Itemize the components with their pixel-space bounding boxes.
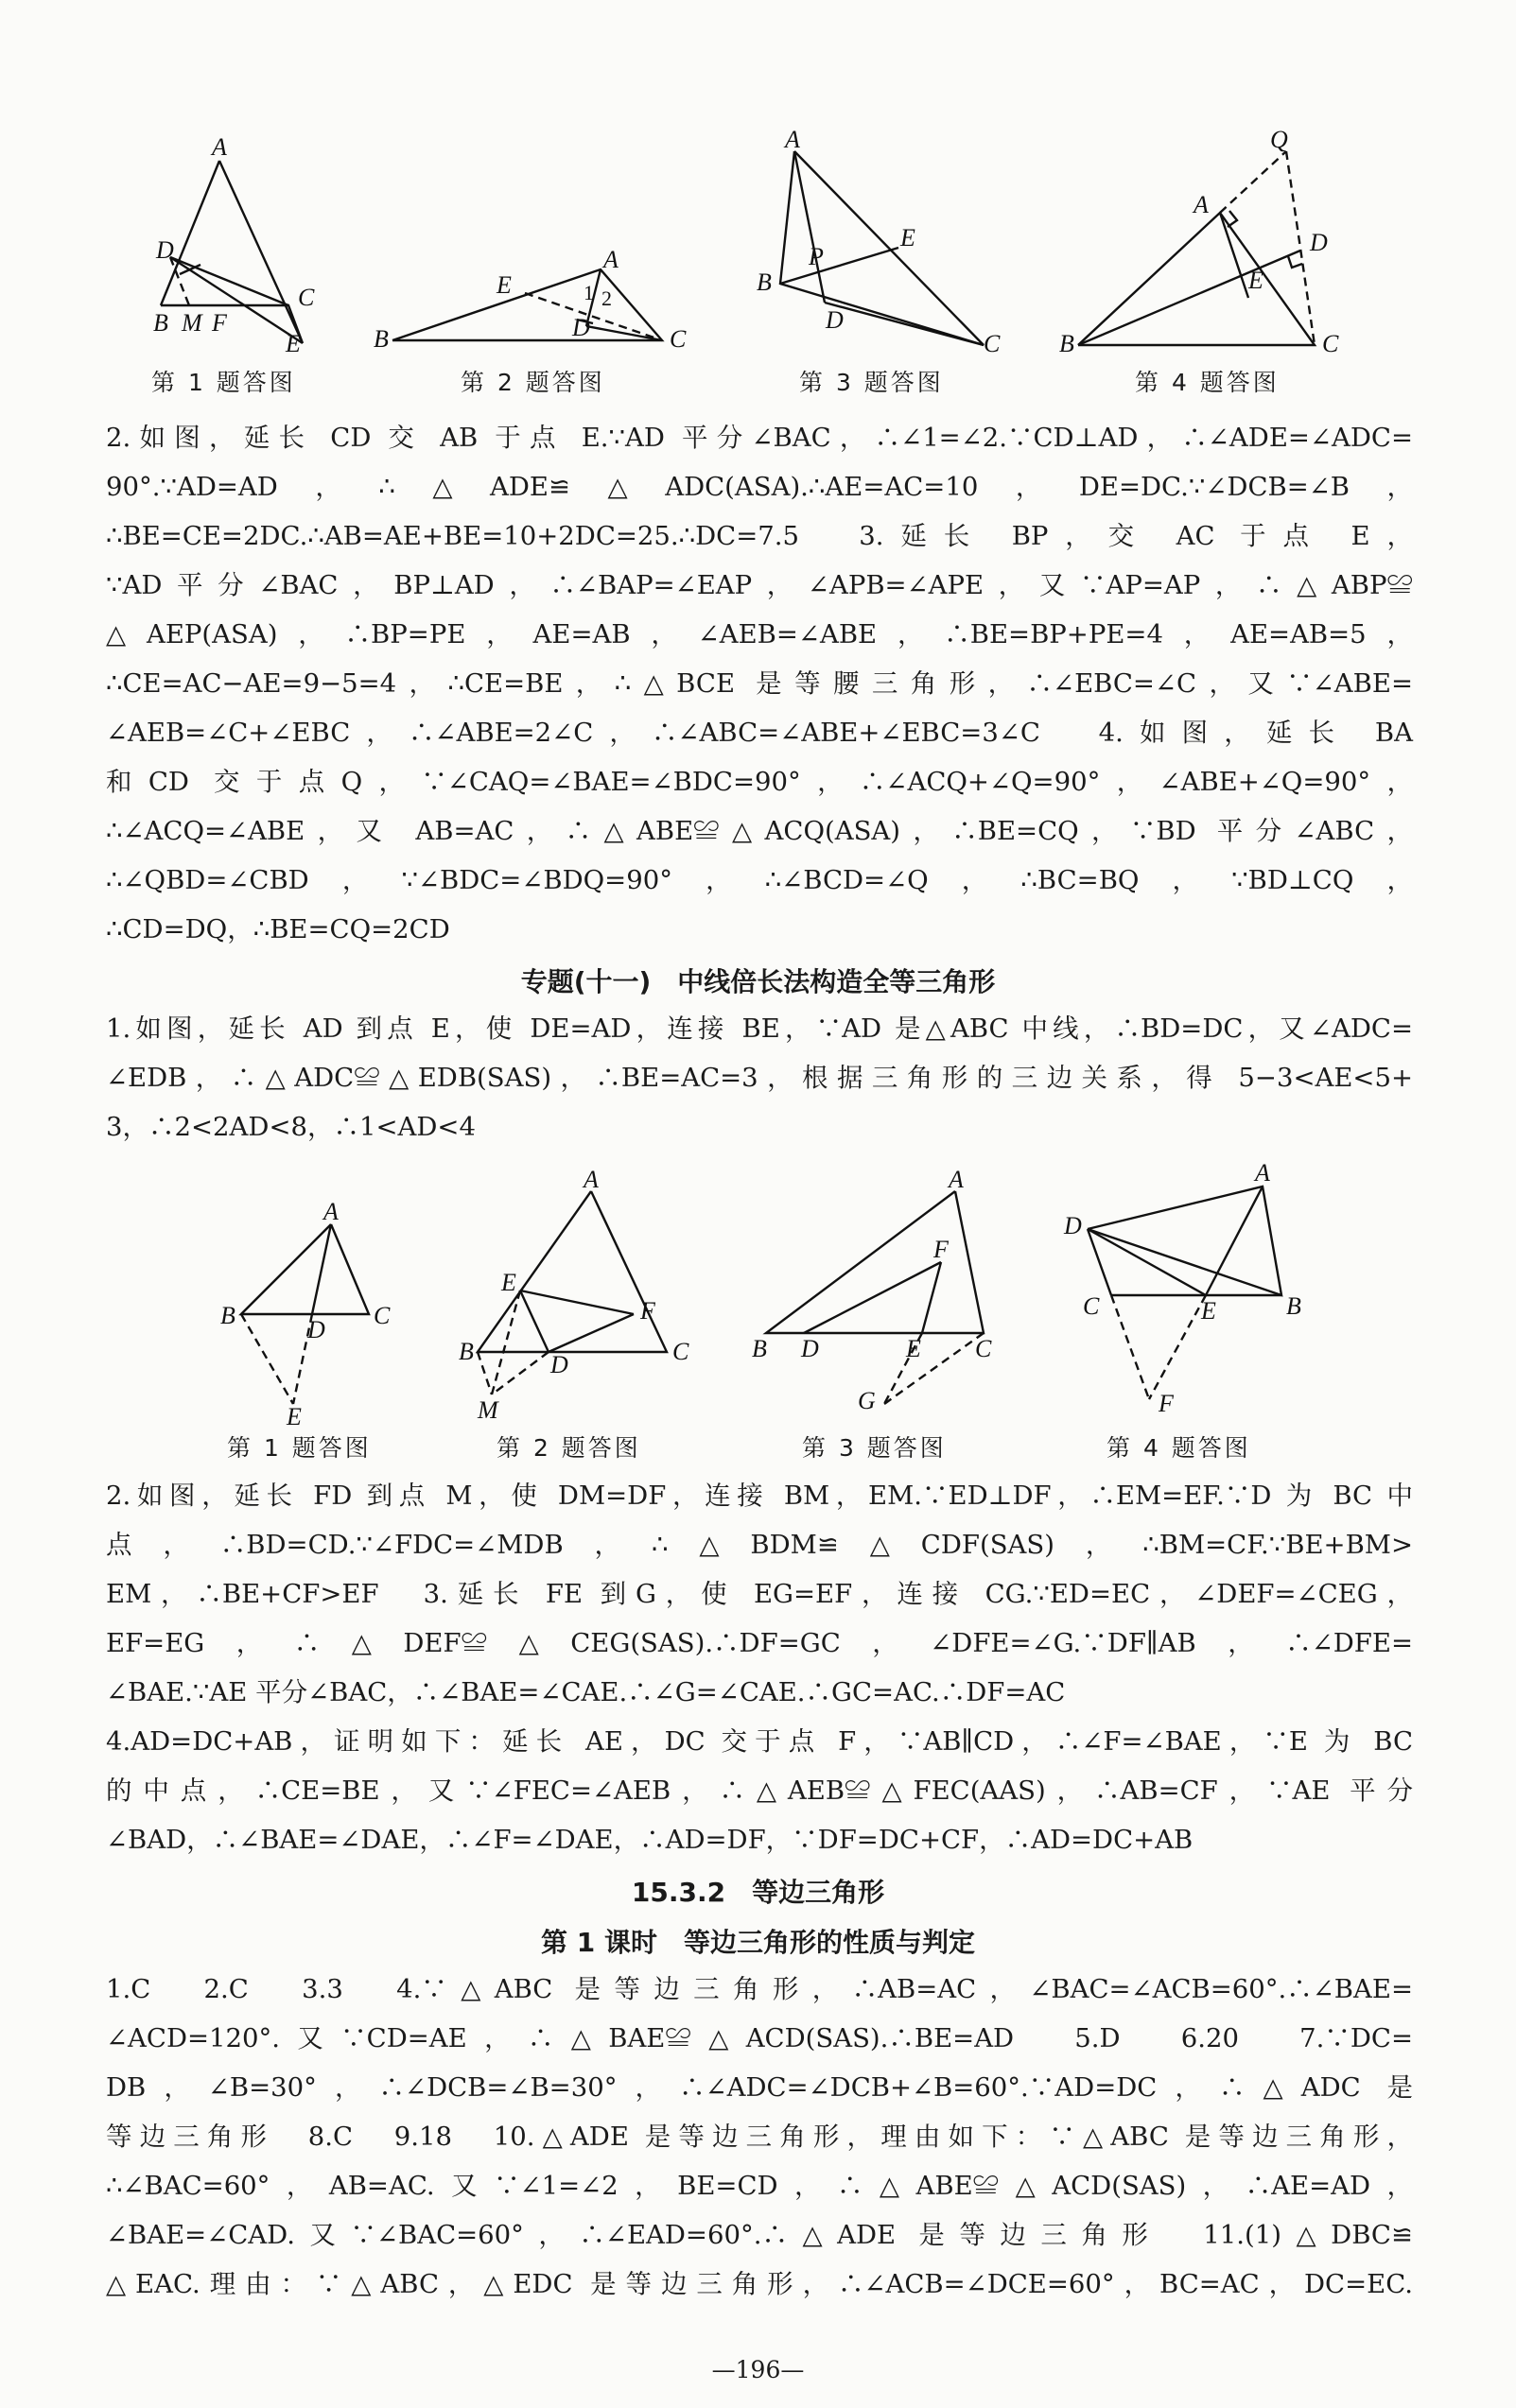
text-line: 2.如图，延长 CD 交 AB 于点 E.∵AD 平分∠BAC，∴∠1=∠2.∵CD⊥AD，∴∠ADE=∠ADC= xyxy=(106,423,1413,453)
figure-4-top xyxy=(1050,126,1381,359)
text-line: ∠BAE.∵AE 平分∠BAC，∴∠BAE=∠CAE.∴∠G=∠CAE.∴GC=AC.∴DF=AC xyxy=(106,1677,1066,1707)
text-line: 和CD 交于点Q，∵∠CAQ=∠BAE=∠BDC=90°，∴∠ACQ+∠Q=90°，∠ABE+∠Q=90°， xyxy=(106,767,1413,797)
svg-text:B: B xyxy=(757,269,772,296)
figure-1-mid xyxy=(213,1198,421,1430)
svg-text:A: A xyxy=(785,126,800,153)
svg-text:E: E xyxy=(906,1335,921,1362)
section-heading-2: 15.3.2 等边三角形 xyxy=(631,1877,885,1908)
text-line: ∠ACD=120°.又∵CD=AE，∴△BAE≌△ACD(SAS).∴BE=AD 5.D 6.20 7.∵DC= xyxy=(106,2023,1413,2053)
figure-2-mid xyxy=(459,1166,705,1428)
svg-text:A: A xyxy=(949,1166,964,1193)
text-line: 90°.∵AD=AD，∴△ADE≌△ADC(ASA).∴AE=AC=10，DE=DC.∵∠DCB=∠B， xyxy=(106,472,1413,502)
figure-2-top xyxy=(374,241,705,364)
text-line: 1.C 2.C 3.3 4.∵△ABC 是等边三角形，∴AB=AC，∠BAC=∠ACB=60°.∴∠BAE= xyxy=(106,1974,1413,2004)
svg-text:C: C xyxy=(1322,330,1339,357)
svg-text:C: C xyxy=(374,1302,391,1329)
text-line: 1.如图，延长 AD 到点 E，使 DE=AD，连接 BE，∵AD 是△ABC 中线，∴BD=DC，又∠ADC= xyxy=(106,1013,1413,1044)
svg-text:E: E xyxy=(900,224,915,251)
svg-text:F: F xyxy=(1159,1390,1174,1417)
caption-fig3-top: 第 3 题答图 xyxy=(799,369,944,396)
text-line: EF=EG，∴△DEF≌△CEG(SAS).∴DF=GC，∠DFE=∠G.∵DF∥AB，∴∠DFE= xyxy=(106,1628,1413,1658)
caption-fig1-top: 第 1 题答图 xyxy=(151,369,296,396)
svg-text:D: D xyxy=(826,306,844,334)
svg-text:C: C xyxy=(672,1338,689,1365)
svg-text:B: B xyxy=(459,1338,474,1365)
text-line: ∴CE=AC−AE=9−5=4，∴CE=BE，∴△BCE 是等腰三角形，∴∠EBC=∠C，又∵∠ABE= xyxy=(106,668,1413,699)
caption-fig4-top: 第 4 题答图 xyxy=(1135,369,1280,396)
svg-text:E: E xyxy=(286,330,301,357)
text-line: ∴∠QBD=∠CBD，∵∠BDC=∠BDQ=90°，∴∠BCD=∠Q，∴BC=BQ，∵BD⊥CQ， xyxy=(106,865,1413,895)
text-line: 的中点，∴CE=BE，又∵∠FEC=∠AEB，∴△AEB≌△FEC(AAS)，∴AB=CF，∵AE 平分 xyxy=(106,1776,1413,1806)
svg-text:D: D xyxy=(801,1335,819,1362)
text-line: EM，∴BE+CF>EF 3.延长 FE 到G，使 EG=EF，连接 CG.∵ED=EC，∠DEF=∠CEG， xyxy=(106,1579,1413,1609)
caption-fig3-mid: 第 3 题答图 xyxy=(802,1434,947,1462)
svg-text:1: 1 xyxy=(584,281,594,304)
svg-text:A: A xyxy=(603,246,619,273)
svg-text:B: B xyxy=(1059,330,1074,357)
svg-text:B: B xyxy=(220,1302,235,1329)
svg-text:Q: Q xyxy=(1270,126,1288,153)
svg-text:C: C xyxy=(1083,1292,1100,1320)
text-line: ∠EDB，∴△ADC≌△EDB(SAS)，∴BE=AC=3，根据三角形的三边关系，得 5−3<AE<5+ xyxy=(106,1063,1413,1093)
answers-section-4 xyxy=(106,1965,1413,2309)
svg-text:D: D xyxy=(550,1351,568,1378)
svg-text:C: C xyxy=(984,330,1001,357)
answers-section-2 xyxy=(106,1004,1413,1152)
text-line: ∠BAE=∠CAD.又∵∠BAC=60°，∴∠EAD=60°.∴△ADE 是等边三角形 11.(1)△DBC≌ xyxy=(106,2220,1413,2250)
svg-text:B: B xyxy=(1286,1292,1301,1320)
figure-1-top xyxy=(142,132,331,359)
text-line: ∠AEB=∠C+∠EBC，∴∠ABE=2∠C，∴∠ABC=∠ABE+∠EBC=3∠C 4.如图，延长 BA xyxy=(106,718,1413,748)
answers-section-3 xyxy=(106,1471,1413,1864)
svg-text:F: F xyxy=(640,1297,655,1325)
svg-text:A: A xyxy=(1255,1159,1270,1187)
figure-4-mid xyxy=(1054,1158,1338,1418)
svg-text:F: F xyxy=(933,1236,949,1263)
svg-text:M: M xyxy=(478,1396,498,1424)
svg-text:D: D xyxy=(1310,229,1328,256)
section-heading-1: 专题(十一) 中线倍长法构造全等三角形 xyxy=(520,966,996,997)
svg-text:A: A xyxy=(584,1166,599,1193)
caption-fig2-top: 第 2 题答图 xyxy=(461,369,605,396)
svg-text:2: 2 xyxy=(601,286,612,310)
text-line: ∴∠BAC=60°，AB=AC.又∵∠1=∠2，BE=CD，∴△ABE≌△ACD(SAS)，∴AE=AD， xyxy=(106,2171,1413,2201)
svg-text:D: D xyxy=(572,314,590,341)
text-line: DB，∠B=30°，∴∠DCB=∠B=30°，∴∠ADC=∠DCB+∠B=60°.∵AD=DC，∴△ADC 是 xyxy=(106,2072,1413,2103)
caption-fig4-mid: 第 4 题答图 xyxy=(1107,1434,1251,1462)
svg-text:E: E xyxy=(1248,267,1263,294)
svg-text:E: E xyxy=(501,1269,516,1296)
text-line: ∵AD平分∠BAC，BP⊥AD，∴∠BAP=∠EAP，∠APB=∠APE，又∵AP=AP，∴△ABP≌ xyxy=(106,570,1413,600)
svg-text:P: P xyxy=(809,243,824,270)
svg-text:B: B xyxy=(374,325,389,353)
svg-text:A: A xyxy=(212,133,227,161)
svg-text:F: F xyxy=(212,309,227,337)
text-line: ∴∠ACQ=∠ABE，又 AB=AC，∴△ABE≌△ACQ(ASA)，∴BE=CQ，∵BD 平分∠ABC， xyxy=(106,816,1413,846)
text-line: ∴BE=CE=2DC.∴AB=AE+BE=10+2DC=25.∴DC=7.5 3.延长 BP，交 AC 于点 E， xyxy=(106,521,1413,551)
answers-section-1 xyxy=(106,413,1413,954)
page-number: —196— xyxy=(711,2356,805,2383)
text-line: ∠BAD，∴∠BAE=∠DAE，∴∠F=∠DAE，∴AD=DF，∵DF=DC+CF，∴AD=DC+AB xyxy=(106,1825,1194,1855)
svg-text:D: D xyxy=(1064,1212,1082,1239)
caption-fig1-mid: 第 1 题答图 xyxy=(227,1434,372,1462)
svg-text:D: D xyxy=(156,236,174,264)
svg-text:G: G xyxy=(858,1387,876,1414)
svg-text:E: E xyxy=(1201,1297,1216,1325)
text-line: △EAC.理由：∵△ABC，△EDC 是等边三角形，∴∠ACB=∠DCE=60°，BC=AC，DC=EC. xyxy=(106,2269,1413,2299)
svg-text:B: B xyxy=(752,1335,767,1362)
figure-3-top xyxy=(757,126,1012,359)
svg-text:C: C xyxy=(298,284,315,311)
section-heading-3: 第 1 课时 等边三角形的性质与判定 xyxy=(541,1927,975,1958)
text-line: 2.如图，延长 FD 到点 M，使 DM=DF，连接 BM，EM.∵ED⊥DF，∴EM=EF.∵D 为 BC 中 xyxy=(106,1481,1413,1511)
caption-fig2-mid: 第 2 题答图 xyxy=(497,1434,641,1462)
svg-text:D: D xyxy=(307,1316,325,1343)
svg-text:C: C xyxy=(975,1335,992,1362)
svg-text:B: B xyxy=(153,309,168,337)
text-line: ∴CD=DQ，∴BE=CQ=2CD xyxy=(106,914,450,944)
svg-text:C: C xyxy=(670,325,687,353)
text-line: 等边三角形 8.C 9.18 10.△ADE 是等边三角形，理由如下：∵△ABC 是等边三角形， xyxy=(106,2122,1413,2152)
text-line: 3，∴2<2AD<8，∴1<AD<4 xyxy=(106,1112,476,1142)
svg-text:A: A xyxy=(1194,191,1209,218)
svg-text:E: E xyxy=(287,1403,302,1430)
svg-text:A: A xyxy=(323,1198,339,1225)
svg-text:E: E xyxy=(497,271,512,299)
figure-3-mid xyxy=(752,1166,1017,1418)
svg-text:M: M xyxy=(182,309,202,337)
text-line: 4.AD=DC+AB，证明如下：延长 AE，DC 交于点 F，∵AB∥CD，∴∠F=∠BAE，∵E 为 BC xyxy=(106,1726,1413,1757)
text-line: 点，∴BD=CD.∵∠FDC=∠MDB，∴△BDM≌△CDF(SAS)，∴BM=CF.∵BE+BM> xyxy=(106,1530,1413,1560)
text-line: △AEP(ASA)，∴BP=PE，AE=AB，∠AEB=∠ABE，∴BE=BP+PE=4，AE=AB=5， xyxy=(106,619,1413,650)
